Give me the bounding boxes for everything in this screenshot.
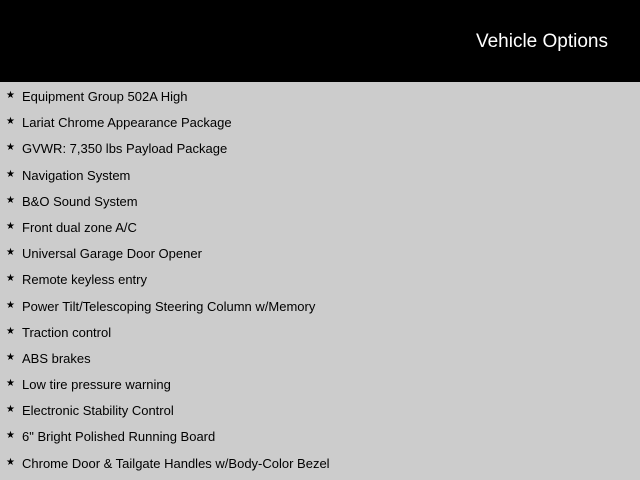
- option-label: GVWR: 7,350 lbs Payload Package: [22, 141, 228, 157]
- star-bullet-icon: ★: [6, 142, 15, 154]
- list-item: [0, 110, 640, 136]
- option-label: Equipment Group 502A High: [22, 89, 188, 104]
- option-label: Universal Garage Door Opener: [22, 246, 202, 262]
- list-item: [0, 451, 640, 477]
- option-label: Chrome Door & Tailgate Handles w/Body-Color Bezel: [22, 455, 330, 471]
- star-bullet-icon: ★: [6, 378, 15, 390]
- star-bullet-icon: ★: [6, 194, 15, 206]
- list-item: [0, 136, 640, 162]
- star-bullet-icon: ★: [6, 325, 15, 337]
- list-item: [0, 372, 640, 398]
- list-item: [0, 84, 640, 110]
- list-item: [0, 320, 640, 346]
- option-label: Navigation System: [22, 167, 131, 183]
- star-bullet-icon: ★: [6, 247, 15, 259]
- star-bullet-icon: ★: [6, 351, 15, 363]
- list-item: [0, 424, 640, 450]
- option-label: Power Tilt/Telescoping Steering Column w/Memory: [22, 298, 316, 314]
- list-item: [0, 215, 640, 241]
- page-title: Vehicle Options: [475, 31, 608, 52]
- star-bullet-icon: ★: [6, 90, 15, 101]
- option-label: Front dual zone A/C: [22, 219, 137, 235]
- option-label: ABS brakes: [22, 350, 91, 366]
- option-label: Traction control: [22, 324, 112, 340]
- star-bullet-icon: ★: [6, 116, 15, 128]
- star-bullet-icon: ★: [6, 273, 15, 285]
- list-item: [0, 163, 640, 189]
- star-bullet-icon: ★: [6, 299, 15, 311]
- option-label: Low tire pressure warning: [22, 377, 171, 393]
- star-bullet-icon: ★: [6, 430, 15, 442]
- option-label: 6" Bright Polished Running Board: [22, 429, 216, 445]
- list-item: [0, 398, 640, 424]
- list-item: [0, 294, 640, 320]
- option-label: Lariat Chrome Appearance Package: [22, 115, 232, 131]
- options-panel: [0, 82, 640, 480]
- option-label: Electronic Stability Control: [22, 403, 174, 419]
- star-bullet-icon: ★: [6, 220, 15, 232]
- star-bullet-icon: ★: [6, 404, 15, 416]
- list-item: [0, 267, 640, 293]
- list-item: [0, 241, 640, 267]
- option-label: B&O Sound System: [22, 193, 138, 209]
- header-bar: [0, 0, 640, 82]
- star-bullet-icon: ★: [6, 168, 15, 180]
- star-bullet-icon: ★: [6, 456, 15, 468]
- options-list: [0, 84, 640, 477]
- list-item: [0, 346, 640, 372]
- list-item: [0, 189, 640, 215]
- option-label: Remote keyless entry: [22, 272, 147, 288]
